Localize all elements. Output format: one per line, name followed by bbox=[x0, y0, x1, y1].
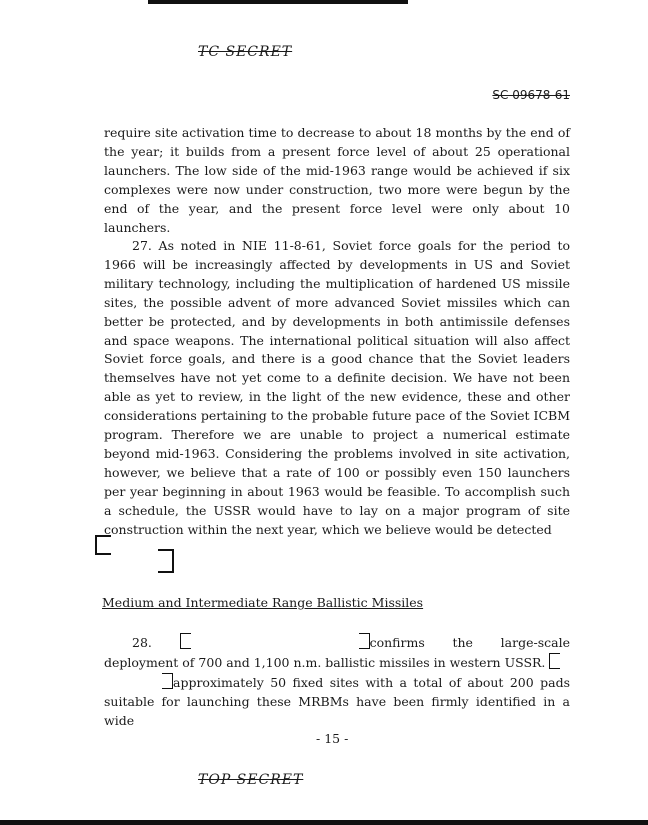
page-number: - 15 - bbox=[316, 731, 349, 746]
paragraph-text-1: confirms the large-scale deployment of 700 and 1,100 n.m. ballistic missiles in western USSR. bbox=[104, 635, 570, 670]
section-heading: Medium and Intermediate Range Ballistic Missiles bbox=[102, 595, 424, 610]
redaction-bracket-open bbox=[95, 535, 111, 555]
footer-classification: TOP SECRET bbox=[198, 772, 304, 788]
redaction-bracket-open bbox=[549, 653, 560, 669]
redaction-bracket-close bbox=[359, 633, 370, 649]
paragraph-text-2: approximately 50 fixed sites with a total of about 200 pads suitable for launching these MRBMs have been firmly identified in a wide bbox=[104, 674, 570, 728]
header-classification: TC SECRET bbox=[198, 44, 293, 60]
redaction-bracket-open bbox=[180, 633, 191, 649]
redaction-bracket-close bbox=[158, 549, 174, 573]
paragraph-28 bbox=[104, 633, 570, 731]
paragraph-27: 27. As noted in NIE 11-8-61, Soviet force goals for the period to 1966 will be increasingly affected by developments in US and Soviet military technology, including the multiplication of hardened US missile sites, the possible advent of more advanced Soviet missiles which can better be protected, and by developments in both antimissile defenses and space weapons. The international political situation will also affect Soviet force goals, and there is a good chance that the Soviet leaders themselves have not yet come to a definite decision. We have not been able as yet to review, in the light of the new evidence, these and other considerations pertaining to the probable future pace of the Soviet ICBM program. Therefore we are unable to project a numerical estimate beyond mid-1963. Considering the problems involved in site activation, however, we believe that a rate of 100 or possibly even 150 launchers per year beginning in about 1963 would be feasible. To accomplish such a schedule, the USSR would have to lay on a major program of site construction within the next year, which we believe would be detected bbox=[104, 238, 570, 537]
bottom-rule bbox=[0, 820, 648, 825]
redaction-bracket-close bbox=[162, 673, 173, 689]
control-number: SC 09678-61 bbox=[492, 88, 570, 102]
paragraph-continuation: require site activation time to decrease to about 18 months by the end of the year; it builds from a present force level of about 25 operational launchers. The low side of the mid-1963 range would be achieved if six complexes were now under construction, two more were begun by the end of the year, and the present force level were only about 10 launchers. bbox=[104, 125, 570, 235]
paragraph-number: 28. bbox=[132, 635, 152, 650]
top-rule bbox=[148, 0, 408, 4]
